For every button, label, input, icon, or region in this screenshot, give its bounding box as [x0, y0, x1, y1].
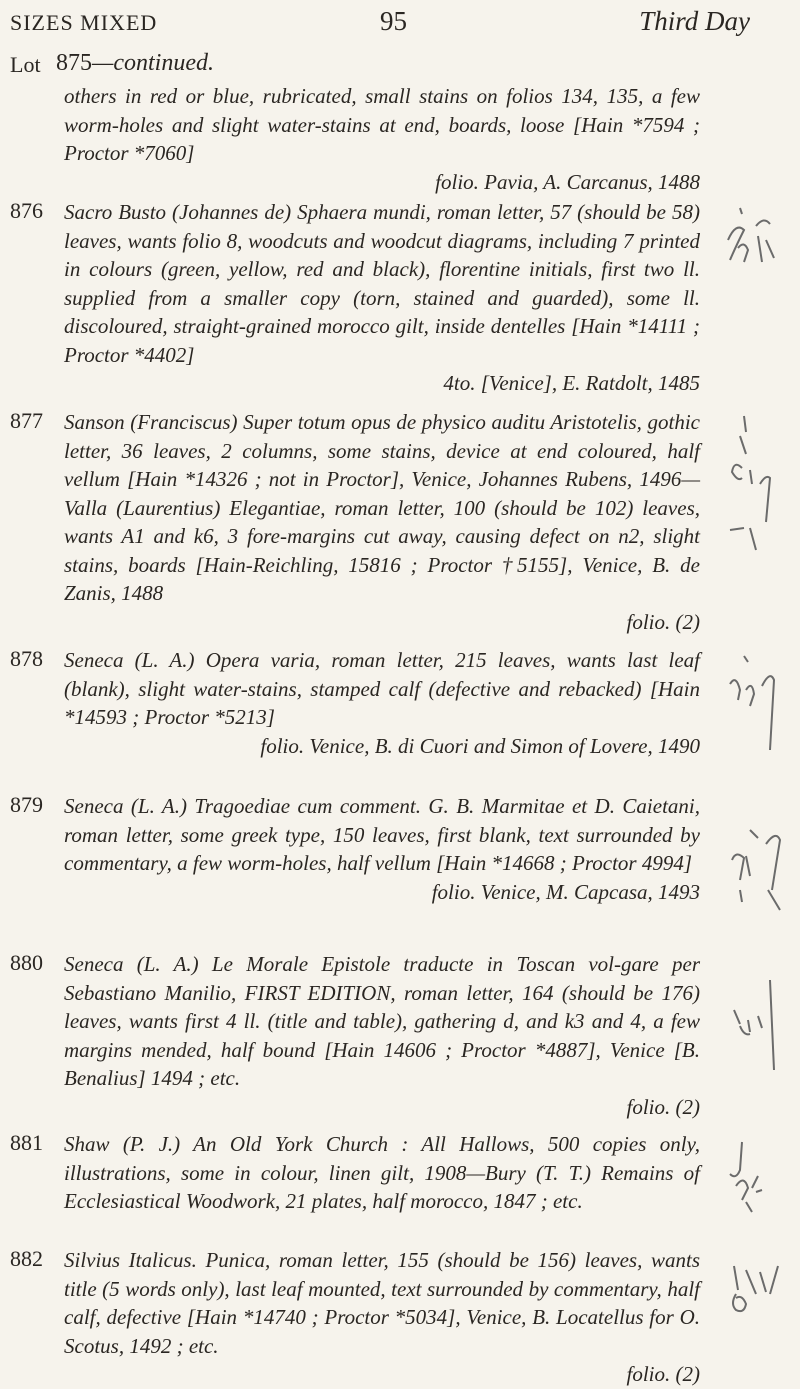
lot-description: [64, 950, 700, 1121]
lot-description: [64, 198, 700, 398]
lot-imprint: folio. Venice, B. di Cuori and Simon of Lovere, 1490: [260, 733, 700, 758]
lot-text: Sacro Busto (Johannes de) Sphaera mundi, roman letter, 57 (should be 58) leaves, wants folio 8, woodcuts and woodcut diagrams, including 7 printed in colours (green, yellow, red and black), florentine initials, first two ll. supplied from a smaller copy (torn, stained and guarded), some ll. discoloured, straight-grained morocco gilt, inside dentelles [Hain *14111 ; Proctor *4402]: [64, 200, 700, 367]
lot-number: 881: [10, 1130, 43, 1155]
page-header: [0, 6, 800, 46]
pencil-annotation-879: [700, 800, 800, 930]
lot-number: 880: [10, 950, 43, 975]
lot-description: [64, 1246, 700, 1389]
lot-description: [64, 792, 700, 906]
lot-imprint: folio. Venice, M. Capcasa, 1493: [431, 879, 700, 904]
lot-text: Shaw (P. J.) An Old York Church : All Hallows, 500 copies only, illustrations, some in colour, linen gilt, 1908—Bury (T. T.) Remains of Ecclesiastical Woodwork, 21 plates, half morocco, 1847 ; etc.: [64, 1132, 700, 1213]
lot-number: 877: [10, 408, 43, 433]
lot-imprint: folio. (2): [626, 609, 700, 634]
lot-number: 879: [10, 792, 43, 817]
pencil-annotation-876: [700, 200, 800, 290]
pencil-annotation-878: [700, 650, 800, 760]
lot-text: Seneca (L. A.) Le Morale Epistole traducte in Toscan vol-gare per Sebastiano Manilio, FIRST EDITION, roman letter, 164 (should be 176) leaves, wants first 4 ll. (title and table), gathering d, and k3 and 4, a few margins mended, half bound [Hain 14606 ; Proctor *4887], Venice [B. Benalius] 1494 ; etc.: [64, 952, 700, 1090]
lot-imprint: folio. (2): [626, 1094, 700, 1119]
lot-text: Seneca (L. A.) Opera varia, roman letter, 215 leaves, wants last leaf (blank), slight water-stains, stamped calf (defective and rebacked) [Hain *14593 ; Proctor *5213]: [64, 648, 700, 729]
continued-number: 875: [56, 50, 92, 76]
lot-imprint: 4to. [Venice], E. Ratdolt, 1485: [443, 371, 700, 395]
page-number: 95: [380, 6, 407, 36]
lot-number: 876: [10, 198, 43, 223]
lot-description: [64, 82, 700, 196]
header-day: Third Day: [639, 6, 750, 36]
lot-text: Seneca (L. A.) Tragoediae cum comment. G. B. Marmitae et D. Caietani, roman letter, some greek type, 150 leaves, first blank, text surrounded by commentary, a few worm-holes, half vellum [Hain *14668 ; Proctor 4994]: [64, 794, 700, 875]
lot-imprint: folio. Pavia, A. Carcanus, 1488: [435, 169, 700, 194]
continued-heading: [56, 50, 214, 77]
lot-number: 878: [10, 646, 43, 671]
header-section: SIZES MIXED: [10, 10, 158, 35]
lot-imprint: folio. (2): [626, 1362, 700, 1386]
lot-number: 882: [10, 1246, 43, 1271]
lot-text: Silvius Italicus. Punica, roman letter, 155 (should be 156) leaves, wants title (5 words only), last leaf mounted, text surrounded by commentary, half calf, defective [Hain *14740 ; Proctor *5034], Venice, B. Locatellus for O. Scotus, 1492 ; etc.: [64, 1248, 700, 1358]
lot-description: [64, 1130, 700, 1216]
lot-text: Sanson (Franciscus) Super totum opus de physico auditu Aristotelis, gothic letter, 36 leaves, 2 columns, some stains, device at end coloured, half vellum [Hain *14326 ; not in Proctor], Venice, Johannes Rubens, 1496—Valla (Laurentius) Elegantiae, roman letter, 100 (should be 102) leaves, wants A1 and k6, 3 fore-margins cut away, causing defect on n2, slight stains, boards [Hain-Reichling, 15816 ; Proctor †5155], Venice, B. de Zanis, 1488: [64, 410, 700, 605]
pencil-annotation-882: [700, 1260, 800, 1360]
continued-suffix: —continued.: [92, 50, 214, 76]
lot-description: [64, 646, 700, 760]
pencil-annotation-880: [700, 960, 800, 1080]
pencil-annotation-881: [700, 1130, 800, 1230]
lot-label: Lot: [10, 52, 41, 77]
lot-description: [64, 408, 700, 636]
lot-text: others in red or blue, rubricated, small stains on folios 134, 135, a few worm-holes and slight water-stains at end, boards, loose [Hain *7594 ; Proctor *7060]: [64, 84, 700, 165]
pencil-annotation-877: [700, 410, 800, 610]
